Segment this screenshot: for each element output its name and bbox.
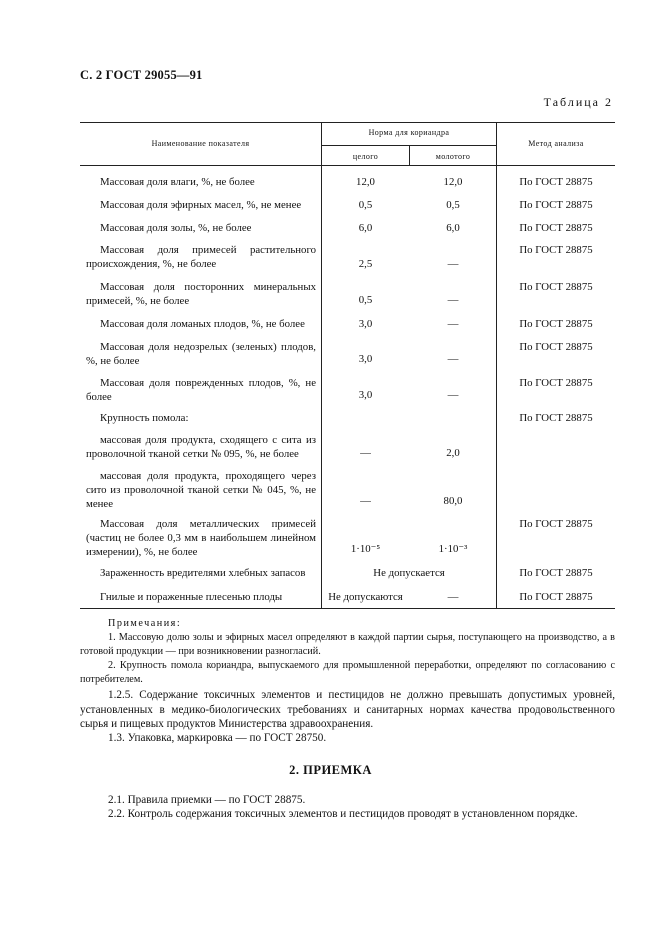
- header-whole: целого: [352, 152, 379, 161]
- row-method: По ГОСТ 28875: [519, 222, 593, 234]
- row-ground: —: [447, 389, 459, 401]
- row-ground: —: [447, 353, 459, 365]
- table-header-rule: [80, 165, 615, 166]
- row-whole: —: [360, 495, 371, 507]
- paragraph-1-2-5: 1.2.5. Содержание токсичных элементов и пестицидов не должно превышать допустимых уровней, установленных в медико-биологических требованиях и санитарных нормах качества продовольственного сырья и пищевых продуктов Министерства здравоохранения.: [80, 689, 615, 730]
- row-method: По ГОСТ 28875: [519, 591, 593, 603]
- row-ground: —: [447, 318, 459, 330]
- row-name: Массовая доля недозрелых (зеленых) плодов, %, не более: [86, 341, 316, 367]
- row-ground: 2,0: [446, 447, 460, 459]
- row-method: По ГОСТ 28875: [519, 318, 593, 330]
- row-whole: 1·10⁻⁵: [350, 543, 381, 555]
- header-norm: Норма для кориандра: [368, 128, 450, 137]
- row-ground: 12,0: [443, 176, 463, 188]
- row-method: По ГОСТ 28875: [519, 176, 593, 188]
- header-method: Метод анализа: [528, 139, 584, 148]
- row-name: Массовая доля металлических примесей (частиц не более 0,3 мм в наибольшем линейном измерении), %, не более: [86, 518, 316, 558]
- row-whole: 3,0: [358, 389, 373, 401]
- row-ground: —: [447, 591, 459, 603]
- row-whole: Не допускаются: [328, 591, 403, 603]
- table-top-rule: [80, 122, 615, 123]
- row-name: массовая доля продукта, проходящего через сито из проволочной тканой сетки № 045, %, не менее: [86, 470, 316, 510]
- row-name: Массовая доля золы, %, не более: [100, 222, 252, 234]
- row-ground: 1·10⁻³: [438, 543, 468, 555]
- row-name: Крупность помола:: [100, 412, 189, 424]
- paragraph-1-3: 1.3. Упаковка, маркировка — по ГОСТ 28750.: [108, 732, 327, 744]
- document-header: С. 2 ГОСТ 29055—91: [80, 68, 203, 82]
- note-item: 2. Крупность помола кориандра, выпускаемого для промышленной переработки, определяют по согласованию с потребителем.: [80, 660, 615, 685]
- row-name: Массовая доля эфирных масел, %, не менее: [100, 199, 302, 211]
- row-name: Массовая доля влаги, %, не более: [100, 176, 255, 188]
- row-method: По ГОСТ 28875: [519, 341, 593, 353]
- row-method: По ГОСТ 28875: [519, 518, 593, 530]
- paragraph-2-2: 2.2. Контроль содержания токсичных элементов и пестицидов проводят в установленном порядке.: [108, 808, 578, 820]
- row-whole: 12,0: [356, 176, 375, 188]
- row-method: По ГОСТ 28875: [519, 199, 593, 211]
- row-ground: 6,0: [446, 222, 460, 234]
- row-name: Массовая доля поврежденных плодов, %, не более: [86, 377, 316, 403]
- row-ground: 0,5: [446, 199, 460, 211]
- row-whole: 2,5: [358, 258, 373, 270]
- row-method: По ГОСТ 28875: [519, 412, 593, 424]
- table-bottom-rule: [80, 608, 615, 609]
- table-label: Таблица 2: [543, 95, 613, 109]
- row-method: По ГОСТ 28875: [519, 567, 593, 579]
- row-method: По ГОСТ 28875: [519, 377, 593, 389]
- table-col-rule: [496, 122, 497, 609]
- row-name: Массовая доля посторонних минеральных примесей, %, не более: [86, 281, 316, 307]
- row-ground: 80,0: [443, 495, 463, 507]
- section-title: 2. ПРИЕМКА: [289, 763, 372, 777]
- row-whole: 6,0: [358, 222, 373, 234]
- row-ground: —: [447, 294, 459, 306]
- row-whole: —: [360, 447, 371, 459]
- row-merged-norm: Не допускается: [373, 567, 445, 579]
- paragraph-2-1: 2.1. Правила приемки — по ГОСТ 28875.: [108, 794, 306, 806]
- row-name: Массовая доля примесей растительного происхождения, %, не более: [86, 244, 316, 270]
- header-ground: молотого: [435, 152, 471, 161]
- notes-title: Примечания:: [108, 618, 182, 629]
- row-name: массовая доля продукта, сходящего с сита из проволочной тканой сетки № 095, %, не более: [86, 434, 316, 460]
- row-ground: —: [447, 258, 459, 270]
- note-item: 1. Массовую долю золы и эфирных масел определяют в каждой партии сырья, поступающего на производство, а в готовой продукции — при возникновении разногласий.: [80, 632, 615, 657]
- header-name: Наименование показателя: [151, 139, 250, 148]
- row-name: Массовая доля ломаных плодов, %, не более: [100, 318, 305, 330]
- row-whole: 0,5: [358, 199, 373, 211]
- row-method: По ГОСТ 28875: [519, 244, 593, 256]
- row-name: Зараженность вредителями хлебных запасов: [100, 567, 306, 579]
- row-whole: 0,5: [358, 294, 373, 306]
- row-whole: 3,0: [358, 318, 373, 330]
- row-method: По ГОСТ 28875: [519, 281, 593, 293]
- row-whole: 3,0: [358, 353, 373, 365]
- row-name: Гнилые и пораженные плесенью плоды: [100, 591, 283, 603]
